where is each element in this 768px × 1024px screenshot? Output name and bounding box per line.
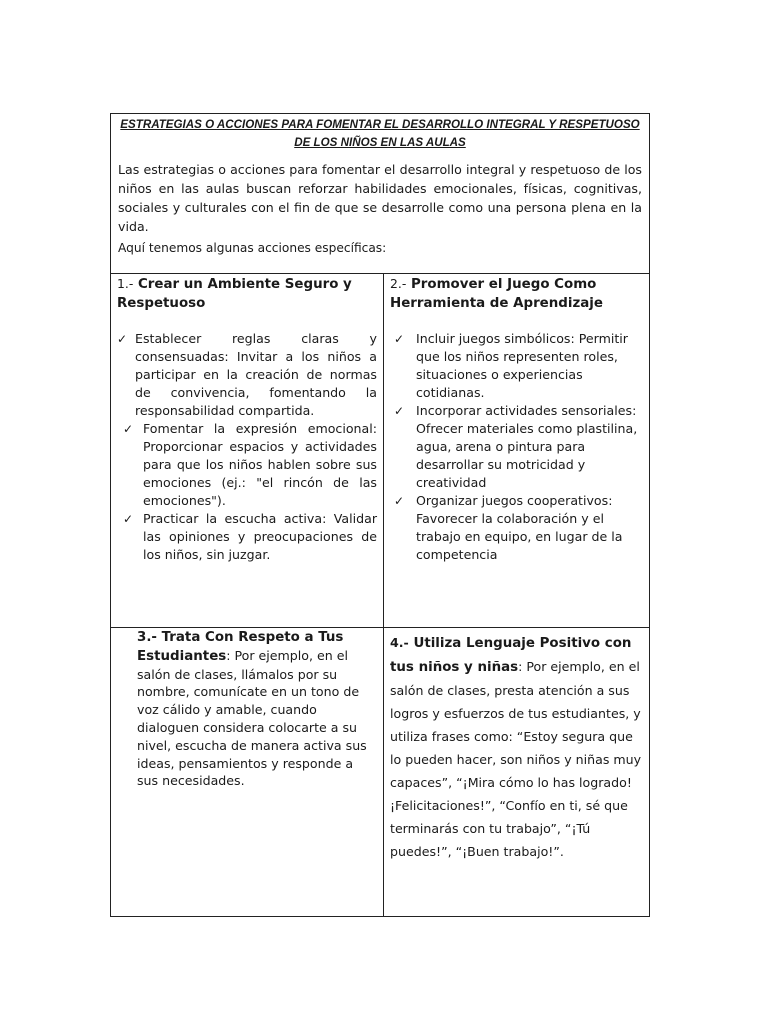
list-item-text: Practicar la escucha activa: Validar las opiniones y preocupaciones de los niños, sin juzgar. [143, 511, 377, 562]
list-item [390, 330, 643, 402]
section-2-heading [390, 274, 643, 313]
section-1-number: 1.- [117, 276, 134, 291]
section-3-body: : Por ejemplo, en el salón de clases, llámalos por su nombre, comunícate en un tono de voz cálido y amable, cuando dialoguen considera colocarte a su nivel, escucha de manera activa sus ideas, pensamientos y responde a sus necesidades. [137, 647, 367, 789]
section-2-list [390, 330, 643, 564]
section-1-title: Crear un Ambiente Seguro y Respetuoso [117, 277, 352, 311]
list-item [390, 402, 643, 492]
intro-subtitle: Aquí tenemos algunas acciones específicas: [118, 241, 387, 255]
cell-section-4 [384, 628, 649, 916]
list-item-text: Incluir juegos simbólicos: Permitir que los niños representen roles, situaciones o experiencias cotidianas. [416, 331, 628, 400]
list-item [390, 492, 643, 564]
section-1-heading [117, 274, 377, 313]
list-item-text: Incorporar actividades sensoriales: Ofrecer materiales como plastilina, agua, arena o pintura para desarrollar su motricidad y creatividad [416, 403, 638, 490]
intro-cell [111, 114, 649, 274]
list-item-text: Establecer reglas claras y consensuadas: Invitar a los niños a participar en la creación de normas de convivencia, fomentando la responsabilidad compartida. [135, 331, 377, 418]
section-3-heading: 3.- Trata Con Respeto a Tus Estudiantes [137, 630, 344, 664]
section-3-text [137, 628, 377, 790]
checkmark-icon: ✓ [394, 332, 405, 346]
checkmark-icon: ✓ [123, 422, 134, 436]
list-item-text: Organizar juegos cooperativos: Favorecer la colaboración y el trabajo en equipo, en lugar de la competencia [416, 493, 623, 562]
document-title: ESTRATEGIAS O ACCIONES PARA FOMENTAR EL DESARROLLO INTEGRAL Y RESPETUOSO DE LOS NIÑOS EN LAS AULAS [120, 118, 640, 149]
list-item-text: Fomentar la expresión emocional: Proporcionar espacios y actividades para que los niños hablen sobre sus emociones (ej.: "el rincón de las emociones"). [143, 421, 377, 508]
strategies-table [110, 113, 650, 917]
list-item [117, 420, 377, 510]
list-item [117, 510, 377, 564]
checkmark-icon: ✓ [123, 512, 134, 526]
list-item [117, 330, 377, 420]
cell-section-1 [111, 274, 384, 628]
section-4-body: : Por ejemplo, en el salón de clases, presta atención a sus logros y esfuerzos de tus estudiantes, y utiliza frases como: “Estoy segura que lo pueden hacer, son niños y niñas muy capaces”, “¡Mira cómo lo has logrado! ¡Felicitaciones!”, “Confío en ti, sé que terminarás con tu trabajo”, “¡Tú puedes!”, “¡Buen trabajo!”. [390, 659, 642, 859]
section-4-text [390, 631, 643, 863]
checkmark-icon: ✓ [394, 494, 405, 508]
section-4-number: 4.- [390, 635, 409, 650]
section-1-list [117, 330, 377, 564]
intro-paragraph: Las estrategias o acciones para fomentar el desarrollo integral y respetuoso de los niños en las aulas buscan reforzar habilidades emocionales, físicas, cognitivas, sociales y culturales con el fin de que se desarrolle como una persona plena en la vida. [118, 162, 642, 234]
checkmark-icon: ✓ [394, 404, 405, 418]
checkmark-icon: ✓ [117, 332, 128, 346]
section-4-heading: Utiliza Lenguaje Positivo con tus niños y niñas [390, 636, 632, 675]
cell-section-2 [384, 274, 649, 628]
section-2-title: Promover el Juego Como Herramienta de Aprendizaje [390, 277, 603, 311]
cell-section-3 [111, 628, 384, 916]
section-2-number: 2.- [390, 276, 407, 291]
